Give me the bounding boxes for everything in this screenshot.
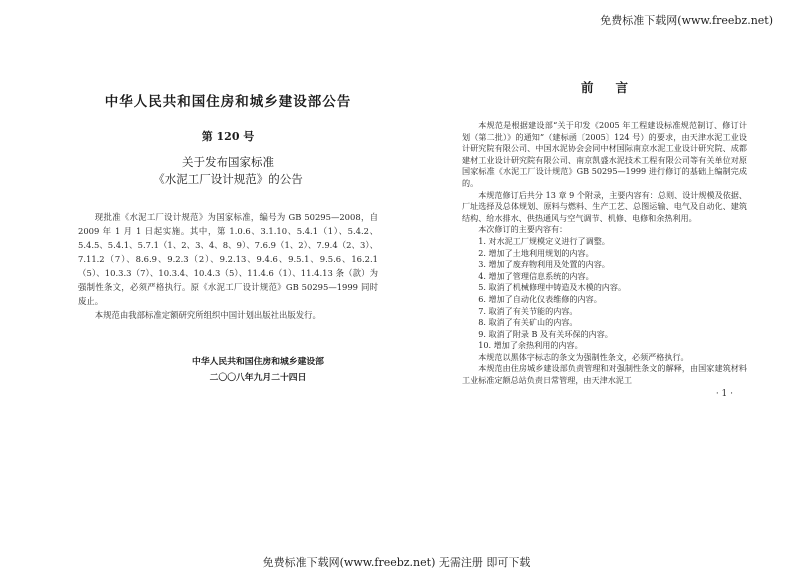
list-item: 1. 对水泥工厂规模定义进行了调整。	[478, 235, 610, 246]
announcement-signer: 中华人民共和国住房和城乡建设部	[192, 357, 324, 367]
preface-change-list	[462, 236, 747, 352]
list-item: 2. 增加了土地利用规划的内容。	[478, 247, 594, 258]
announcement-panel	[78, 90, 378, 386]
site-header-watermark: 免费标准下载网(www.freebz.net)	[600, 14, 773, 27]
announcement-heading-line2: 《水泥工厂设计规范》的公告	[153, 172, 303, 186]
list-item: 3. 增加了废弃物利用及处置的内容。	[478, 259, 610, 270]
announcement-heading-line1: 关于发布国家标准	[182, 155, 274, 169]
preface-paragraph-structure: 本规范修订后共分 13 章 9 个附录，主要内容有：总则、设计规模及依据、厂址选择及总体规划、原料与燃料、生产工艺、总图运输、电气及自动化、建筑结构、给水排水、供热通风与空气调节、机修、电修和余热利用。	[462, 189, 747, 223]
preface-panel	[462, 78, 747, 399]
announcement-date: 二〇〇八年九月二十四日	[209, 373, 307, 383]
announcement-publisher-note: 本规范由我部标准定额研究所组织中国计划出版社出版发行。	[94, 310, 321, 320]
announcement-title: 中华人民共和国住房和城乡建设部公告	[104, 94, 352, 110]
site-footer-watermark: 免费标准下载网(www.freebz.net) 无需注册 即可下载	[262, 556, 531, 569]
preface-paragraph-origin: 本规范是根据建设部“关于印发《2005 年工程建设标准规范制订、修订计划（第二批）》的通知”（建标函〔2005〕124 号）的要求，由天津水泥工业设计研究院有限公司、中国水泥协会会同中材国际南京水泥工业设计研究院、成都建材工业设计研究院有限公司、南京凯盛水泥技术工程有限公司等有关单位对原国家标准《水泥工厂设计规范》GB 50295—1999 进行修订的基础上编制完成的。	[462, 120, 747, 188]
list-item: 4. 增加了管理信息系统的内容。	[478, 270, 594, 281]
list-item: 6. 增加了自动化仪表维修的内容。	[478, 293, 602, 304]
list-item: 5. 取消了机械修理中铸造及木模的内容。	[478, 282, 627, 293]
preface-paragraph-management: 本规范由住房城乡建设部负责管理和对强制性条文的解释，由国家建筑材料工业标准定额总站负责日常管理，由天津水泥工	[462, 363, 747, 386]
list-item: 7. 取消了有关节能的内容。	[478, 305, 578, 316]
list-item: 9. 取消了附录 B 及有关环保的内容。	[478, 328, 613, 339]
announcement-number: 第 120 号	[201, 130, 255, 143]
list-item: 10. 增加了余热利用的内容。	[478, 340, 583, 351]
preface-paragraph-mandatory: 本规范以黑体字标志的条文为强制性条文，必须严格执行。	[478, 351, 689, 362]
page-number: · 1 ·	[715, 388, 733, 399]
announcement-signature	[78, 354, 378, 386]
list-item: 8. 取消了有关矿山的内容。	[478, 317, 578, 328]
preface-paragraph-changes-intro: 本次修订的主要内容有：	[478, 224, 568, 235]
announcement-heading	[78, 154, 378, 188]
preface-title: 前言	[580, 80, 650, 95]
announcement-body: 现批准《水泥工厂设计规范》为国家标准，编号为 GB 50295—2008，自 2009 年 1 月 1 日起实施。其中，第 1.0.6、3.1.10、5.4.1（1）、5.4.2、5.4.5、5.4.1、5.7.1（1、2、3、4、8、9）、7.6.9（1、2）、7.9.4（2、3）、7.11.2（7）、8.6.9、9.2.3（2）、9.2.13、9.4.6、9.5.1、9.5.6、16.2.1（5）、10.3.3（7）、10.3.4、10.4.3（5）、11.4.6（1）、11.4.13 条（款）为强制性条文，必须严格执行。原《水泥工厂设计规范》GB 50295—1999 同时废止。	[78, 212, 378, 306]
